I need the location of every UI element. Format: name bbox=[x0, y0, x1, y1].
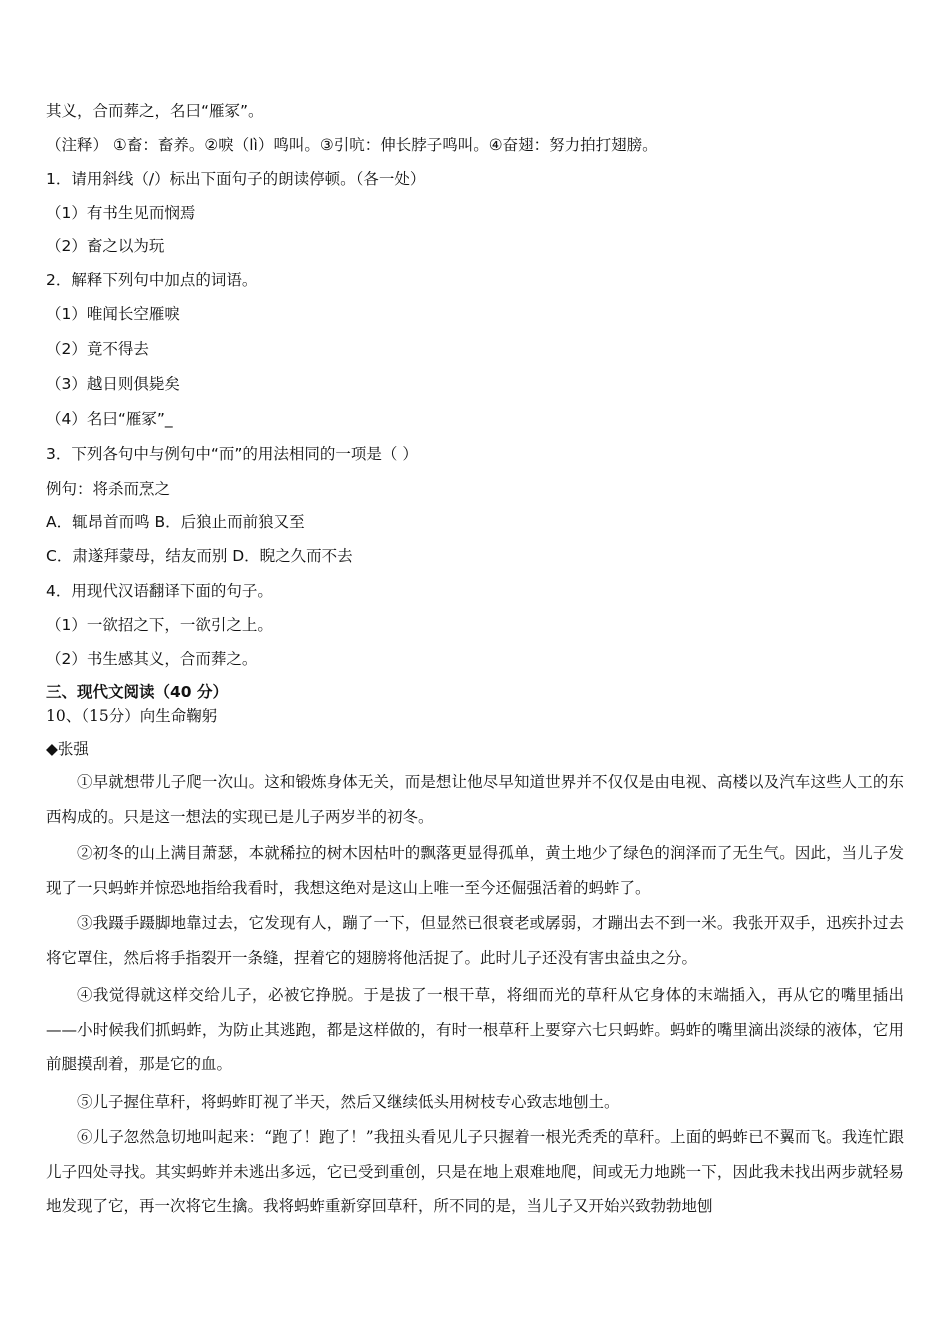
question-2-item-4: （4）名曰“雁冢”_ bbox=[46, 410, 173, 428]
question-10-title: 10、（15分）向生命鞠躬 bbox=[46, 707, 218, 725]
paragraph-4: ④我觉得就这样交给儿子，必被它挣脱。于是拔了一根干草，将细而光的草秆从它身体的末端插入，再从它的嘴里插出——小时候我们抓蚂蚱，为防止其逃跑，都是这样做的，有时一根草秆上要穿六七只蚂蚱。蚂蚱的嘴里滴出淡绿的液体，它用前腿摸刮着，那是它的血。 bbox=[46, 986, 904, 1073]
question-4-item-2: （2）书生感其义，合而葬之。 bbox=[46, 650, 258, 668]
question-2-item-1: （1）唯闻长空雁唳 bbox=[46, 305, 180, 323]
question-2-item-3: （3）越日则俱毙矣 bbox=[46, 375, 180, 393]
section-heading: 三、现代文阅读（40 分） bbox=[46, 683, 228, 701]
question-4: 4．用现代汉语翻译下面的句子。 bbox=[46, 582, 273, 600]
paragraph-1: ①早就想带儿子爬一次山。这和锻炼身体无关，而是想让他尽早知道世界并不仅仅是由电视、高楼以及汽车这些人工的东西构成的。只是这一想法的实现已是儿子两岁半的初冬。 bbox=[46, 773, 904, 826]
paragraph-3: ③我蹑手蹑脚地靠过去，它发现有人，蹦了一下，但显然已很衰老或孱弱，才蹦出去不到一米。我张开双手，迅疾扑过去将它罩住，然后将手指裂开一条缝，捏着它的翅膀将他活捉了。此时儿子还没有害虫益虫之分。 bbox=[46, 914, 904, 967]
question-3-options-ab: A．辄昂首而鸣 B．后狼止而前狼又至 bbox=[46, 513, 305, 531]
question-3: 3．下列各句中与例句中“而”的用法相同的一项是（ ） bbox=[46, 445, 418, 463]
question-1: 1．请用斜线（/）标出下面句子的朗读停顿。（各一处） bbox=[46, 170, 426, 188]
question-2-item-2: （2）竟不得去 bbox=[46, 340, 149, 358]
paragraph-6: ⑥儿子忽然急切地叫起来：“跑了！跑了！”我扭头看见儿子只握着一根光秃秃的草秆。上面的蚂蚱已不翼而飞。我连忙跟儿子四处寻找。其实蚂蚱并未逃出多远，它已受到重创，只是在地上艰难地爬，间或无力地跳一下，因此我未找出两步就轻易地发现了它，再一次将它生擒。我将蚂蚱重新穿回草秆，所不同的是，当儿子又开始兴致勃勃地刨 bbox=[46, 1128, 904, 1215]
question-3-example: 例句：将杀而烹之 bbox=[46, 480, 171, 498]
question-1-item-2: （2）畜之以为玩 bbox=[46, 237, 165, 255]
question-3-options-cd: C．肃遂拜蒙母，结友而别 D．睨之久而不去 bbox=[46, 547, 353, 565]
paragraph-5: ⑤儿子握住草秆，将蚂蚱盯视了半天，然后又继续低头用树枝专心致志地刨土。 bbox=[77, 1093, 620, 1111]
passage-ending: 其义，合而葬之，名曰“雁冢”。 bbox=[46, 102, 264, 120]
annotation-notes: （注释） ①畜：畜养。②唳（lì）鸣叫。③引吭：伸长脖子鸣叫。④奋翅：努力拍打翅膀。 bbox=[46, 136, 658, 154]
paragraph-2: ②初冬的山上满目萧瑟，本就稀拉的树木因枯叶的飘落更显得孤单，黄土地少了绿色的润泽而了无生气。因此，当儿子发现了一只蚂蚱并惊恐地指给我看时，我想这绝对是这山上唯一至今还倔强活着的蚂蚱了。 bbox=[46, 844, 904, 897]
question-1-item-1: （1）有书生见而悯焉 bbox=[46, 204, 196, 222]
article-author: ◆张强 bbox=[46, 740, 89, 758]
question-2: 2．解释下列句中加点的词语。 bbox=[46, 271, 258, 289]
question-4-item-1: （1）一欲招之下，一欲引之上。 bbox=[46, 616, 273, 634]
